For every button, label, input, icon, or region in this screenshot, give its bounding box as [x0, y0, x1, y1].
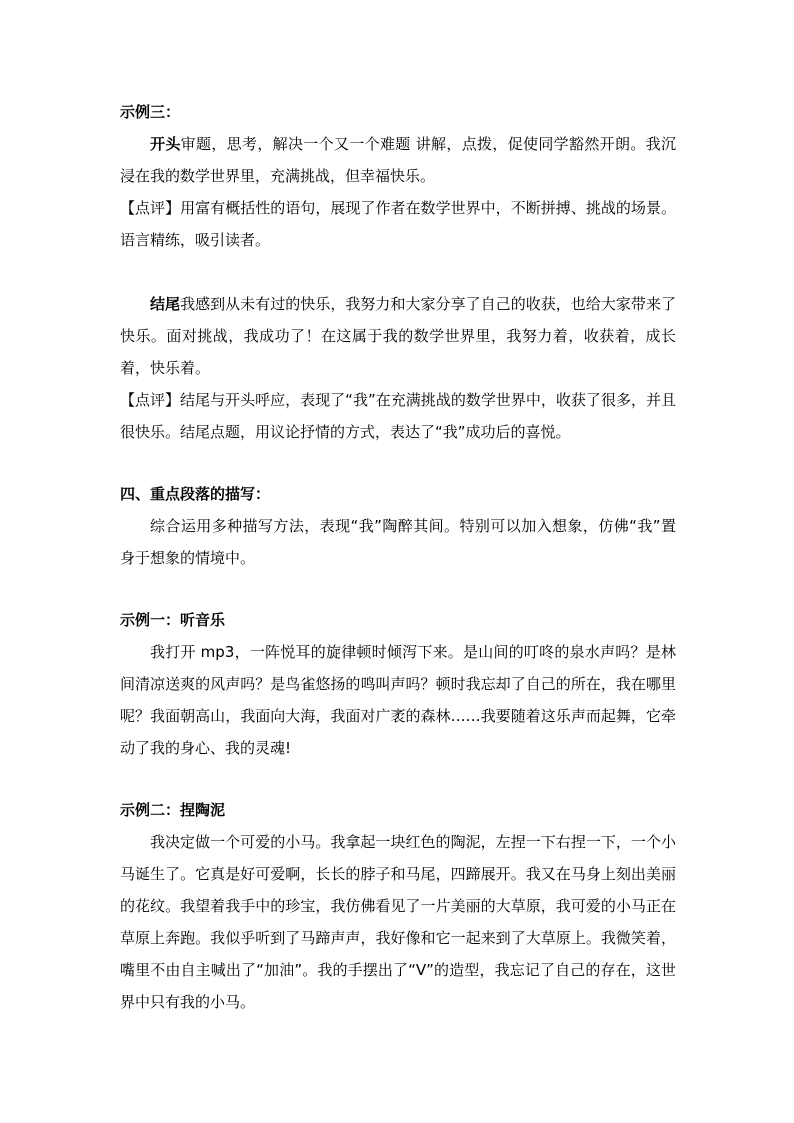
spacer	[120, 574, 676, 604]
example-3-title: 示例三：	[120, 103, 181, 121]
spacer	[120, 448, 676, 478]
ending-text: 我感到从未有过的快乐，我努力和大家分享了自己的收获，也给大家带来了快乐。面对挑战，我成功了！在这属于我的数学世界里，我努力着，收获着，成长着，快乐着。	[120, 295, 676, 377]
section-4-heading: 四、重点段落的描写：	[120, 485, 271, 503]
spacer	[120, 764, 676, 794]
opening-paragraph	[120, 128, 676, 192]
opening-text: 审题，思考，解决一个又一个难题 讲解，点拨，促使同学豁然开朗。我沉浸在我的数学世界里，充满挑战，但幸福快乐。	[120, 135, 676, 185]
ending-comment: 【点评】结尾与开头呼应，表现了“我”在充满挑战的数学世界中，收获了很多，并且很快乐。结尾点题，用议论抒情的方式，表达了“我”成功后的喜悦。	[120, 391, 676, 441]
example-1-title: 示例一：听音乐	[120, 611, 226, 629]
ending-label: 结尾	[150, 295, 181, 313]
opening-label: 开头	[150, 135, 181, 153]
section-4-intro: 综合运用多种描写方法，表现“我”陶醉其间。特别可以加入想象，仿佛“我”置身于想象的情境中。	[120, 517, 676, 567]
spacer	[120, 256, 676, 288]
opening-comment: 【点评】用富有概括性的语句，展现了作者在数学世界中，不断拼搏、挑战的场景。语言精练，吸引读者。	[120, 199, 676, 249]
example-2-title: 示例二：捏陶泥	[120, 801, 226, 819]
ending-paragraph	[120, 288, 676, 384]
example-2-text: 我决定做一个可爱的小马。我拿起一块红色的陶泥，左捏一下右捏一下，一个小马诞生了。它真是好可爱啊，长长的脖子和马尾，四蹄展开。我又在马身上刻出美丽的花纹。我望着我手中的珍宝，我仿佛看见了一片美丽的大草原，我可爱的小马正在草原上奔跑。我似乎听到了马蹄声声，我好像和它一起来到了大草原上。我微笑着，嘴里不由自主喊出了“加油”。我的手摆出了“V”的造型，我忘记了自己的存在，这世界中只有我的小马。	[120, 833, 676, 1011]
example-1-text: 我打开 mp3，一阵悦耳的旋律顿时倾泻下来。是山间的叮咚的泉水声吗？是林间清凉送爽的风声吗？是鸟雀悠扬的鸣叫声吗？顿时我忘却了自己的所在，我在哪里呢？我面朝高山，我面向大海，我面对广袤的森林……我要随着这乐声而起舞，它牵动了我的身心、我的灵魂!	[120, 643, 676, 757]
page-content	[120, 96, 676, 1018]
